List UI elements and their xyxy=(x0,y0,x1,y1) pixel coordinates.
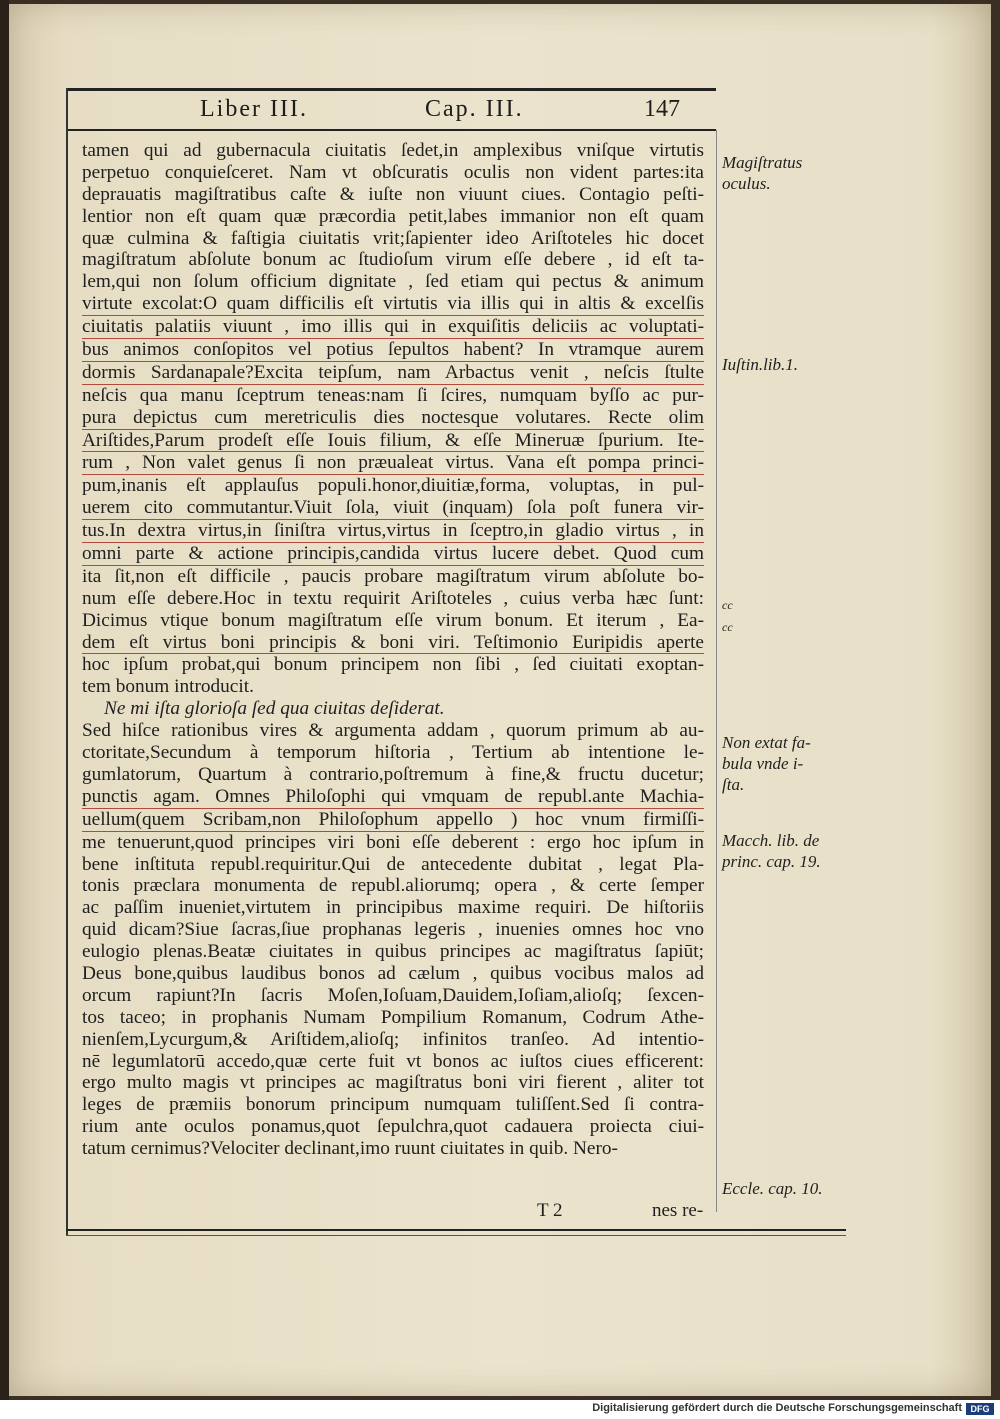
text-line: deprauatis magiſtratibus caſte & iuſte non viuunt ciues. Contagio peſti- xyxy=(82,183,704,205)
text-line: ac paſſim inueniet,virtutem in principibus maxime requiri. De hiſtoriis xyxy=(82,897,704,919)
text-line: rium ante oculos ponamus,quot ſepulchra,quot cadauera proiecta ciui- xyxy=(82,1116,704,1138)
text-line: orcum rapiunt?In ſacris Moſen,Ioſuam,Dauidem,Ioſiam,alioſq; ſexcen- xyxy=(82,984,704,1006)
marginal-note-iustin xyxy=(722,354,798,375)
text-line: tonis præclara monumenta de republ.aliorumq; opera , & certe ſemper xyxy=(82,875,704,897)
main-text-block xyxy=(82,140,704,1160)
text-line: lentior non eſt quam quæ præcordia petit,labes immanior non eſt quam xyxy=(82,205,704,227)
text-line: dem eſt virtus boni principis & boni viri. Teſtimonio Euripidis aperte xyxy=(82,631,704,653)
text-line: Ariſtides,Parum prodeſt eſſe Iouis filium, & eſſe Mineruæ ſpurium. Ite- xyxy=(82,429,704,451)
header-rule-top xyxy=(66,88,716,91)
bottom-rule-2 xyxy=(66,1235,846,1236)
text-line: ciuitatis palatiis viuunt , imo illis qui in exquiſitis deliciis ac voluptati- xyxy=(82,316,704,338)
text-line: omni parte & actione principis,candida virtus lucere debet. Quod cum xyxy=(82,543,704,565)
text-line: leges de præmiis bonorum principum numquam tuliſſent.Sed ſi contra- xyxy=(82,1094,704,1116)
text-line: punctis agam. Omnes Philoſophi qui vmquam de republ.ante Machia- xyxy=(82,785,704,807)
marginal-note-line: princ. cap. 19. xyxy=(722,852,821,871)
book-gutter-shadow xyxy=(0,0,9,1400)
text-line: tus.In dextra virtus,in ſiniſtra virtus,virtus in ſceptro,in gladio virtus , in xyxy=(82,520,704,542)
text-line: quæ culmina & faſtigia ciuitatis vrit;ſapienter ideo Ariſtoteles hic docet xyxy=(82,227,704,249)
text-line: nienſem,Lycurgum,& Ariſtidem,alioſq; infinitos tranſeo. Ad intentio- xyxy=(82,1028,704,1050)
catchline xyxy=(82,1200,704,1222)
marginal-note-line: Non extat fa- xyxy=(722,733,811,752)
marginal-note-line: Macch. lib. de xyxy=(722,831,820,850)
marginal-note-line: bula vnde i- xyxy=(722,754,804,773)
left-frame-rule xyxy=(66,88,68,1236)
header-book: Liber III. xyxy=(200,96,308,122)
running-header xyxy=(70,96,710,130)
text-line: ctoritate,Secundum à temporum hiſtoria , Tertium ab intentione le- xyxy=(82,742,704,764)
text-line: tamen qui ad gubernacula ciuitatis ſedet,in amplexibus vniſque virtutis xyxy=(82,140,704,161)
text-line: magiſtratum abſolute bonum ac ſtudioſum virum eſſe debere , id eſt ta- xyxy=(82,249,704,271)
text-line: rum , Non valet genus ſi non præualeat virtus. Vana eſt pompa princi- xyxy=(82,452,704,474)
text-line: uellum(quem Scribam,non Philoſophum appello ) hoc vnum firmiſſi- xyxy=(82,808,704,830)
text-line: perpetuo conquieſceret. Nam vt obſcuratis oculis non vident partes:ita xyxy=(82,161,704,183)
text-line: pum,inanis eſt applauſus populi.honor,diuitiæ,forma, voluptas, in pul- xyxy=(82,475,704,497)
text-line: Sed hiſce rationibus vires & argumenta addam , quorum primum ab au- xyxy=(82,720,704,742)
text-line: num eſſe debere.Hoc in textu requirit Ariſtoteles , cuius verba hæc ſunt: xyxy=(82,587,704,609)
text-line: Ne mi iſta glorioſa ſed qua ciuitas deſiderat. xyxy=(104,698,445,720)
text-line: quid dicam?Siue ſacras,ſiue prophanas legeris , inuenies omnes hoc vno xyxy=(82,919,704,941)
text-line: nē legumlatorū accedo,quæ certe fuit vt bonos ac iuſtos ciues efficerent: xyxy=(82,1050,704,1072)
marginal-note-line: Magiſtratus xyxy=(722,153,803,172)
text-line: hoc ipſum probat,qui bonum principem non ſibi , ſed ciuitati exoptan- xyxy=(82,654,704,676)
text-line: bus animos conſopitos vel potius ſepultos habent? In vtramque aurem xyxy=(82,339,704,361)
text-line: neſcis qua manu ſceptrum teneas:nam ſi ſcires, numquam byſſo ac pur- xyxy=(82,384,704,406)
footer-credit: Digitalisierung gefördert durch die Deutsche Forschungsgemeinschaft xyxy=(592,1402,962,1414)
text-line: bene inſtituta republ.requiritur.Qui de antecedente dubitat , legat Pla- xyxy=(82,853,704,875)
marginal-note-line: Eccle. cap. 10. xyxy=(722,1179,823,1198)
catchword: nes re- xyxy=(652,1200,704,1221)
text-line: Deus bone,quibus laudibus bonos ad cælum , quibus vocibus malos ad xyxy=(82,962,704,984)
text-line: dormis Sardanapale?Excita teipſum, nam Arbactus venit , neſcis ſtulte xyxy=(82,361,704,383)
text-line: me tenuerunt,quod principes viri boni eſſe deberent : ergo hoc ipſum in xyxy=(82,831,704,853)
dfg-logo: DFG xyxy=(966,1403,994,1415)
text-line: tem bonum introducit. xyxy=(82,676,254,698)
text-line: lem,qui non ſolum officium dignitate , ſed etiam qui pectus & animum xyxy=(82,271,704,293)
marginal-note-non-extat xyxy=(722,732,811,795)
margin-column-divider xyxy=(716,130,717,1212)
signature-mark: T 2 xyxy=(537,1200,563,1221)
marginal-note-line: Iuſtin.lib.1. xyxy=(722,355,799,374)
digitization-footer xyxy=(0,1400,1000,1419)
text-line: uerem cito commutantur.Viuit ſola, viuit (inquam) ſola poſt funera vir- xyxy=(82,497,704,519)
text-line: eulogio plenas.Beatæ ciuitates in quibus principes ac magiſtratus ſapiūt; xyxy=(82,941,704,963)
text-line: virtute excolat:O quam difficilis eſt virtutis via illis qui in altis & excelſis xyxy=(82,293,704,315)
text-line: Dicimus vtique bonum magiſtratum eſſe virum bonum. Et iterum , Ea- xyxy=(82,609,704,631)
marginal-note-line: oculus. xyxy=(722,174,771,193)
text-line: ergo multo magis vt principes ac magiſtratus boni viri fierent , aliter tot xyxy=(82,1072,704,1094)
marginal-note-eccle xyxy=(722,1178,823,1199)
marginal-note-macch xyxy=(722,830,821,872)
text-line: ita ſit,non eſt difficile , paucis probare magiſtratum virum abſolute bo- xyxy=(82,565,704,587)
marginal-note-magistratus xyxy=(722,152,802,194)
header-chapter: Cap. III. xyxy=(425,96,524,122)
text-line: gumlatorum, Quartum à contrario,poſtremum à fine,& fructu ducetur; xyxy=(82,763,704,785)
marginal-note-line: cc xyxy=(722,598,733,612)
text-line: pura depictus cum meretriculis dies noctesque volutares. Recte olim xyxy=(82,406,704,428)
bottom-rule-1 xyxy=(66,1229,846,1231)
text-line: tatum cernimus?Velociter declinant,imo ruunt ciuitates in quib. Nero- xyxy=(82,1138,618,1160)
text-line: tos taceo; in prophanis Numam Pompilium Romanum, Codrum Athe- xyxy=(82,1006,704,1028)
marginal-quote-marks xyxy=(722,594,733,638)
marginal-note-line: cc xyxy=(722,620,733,634)
page-number: 147 xyxy=(644,96,680,122)
marginal-note-line: ſta. xyxy=(722,775,745,794)
